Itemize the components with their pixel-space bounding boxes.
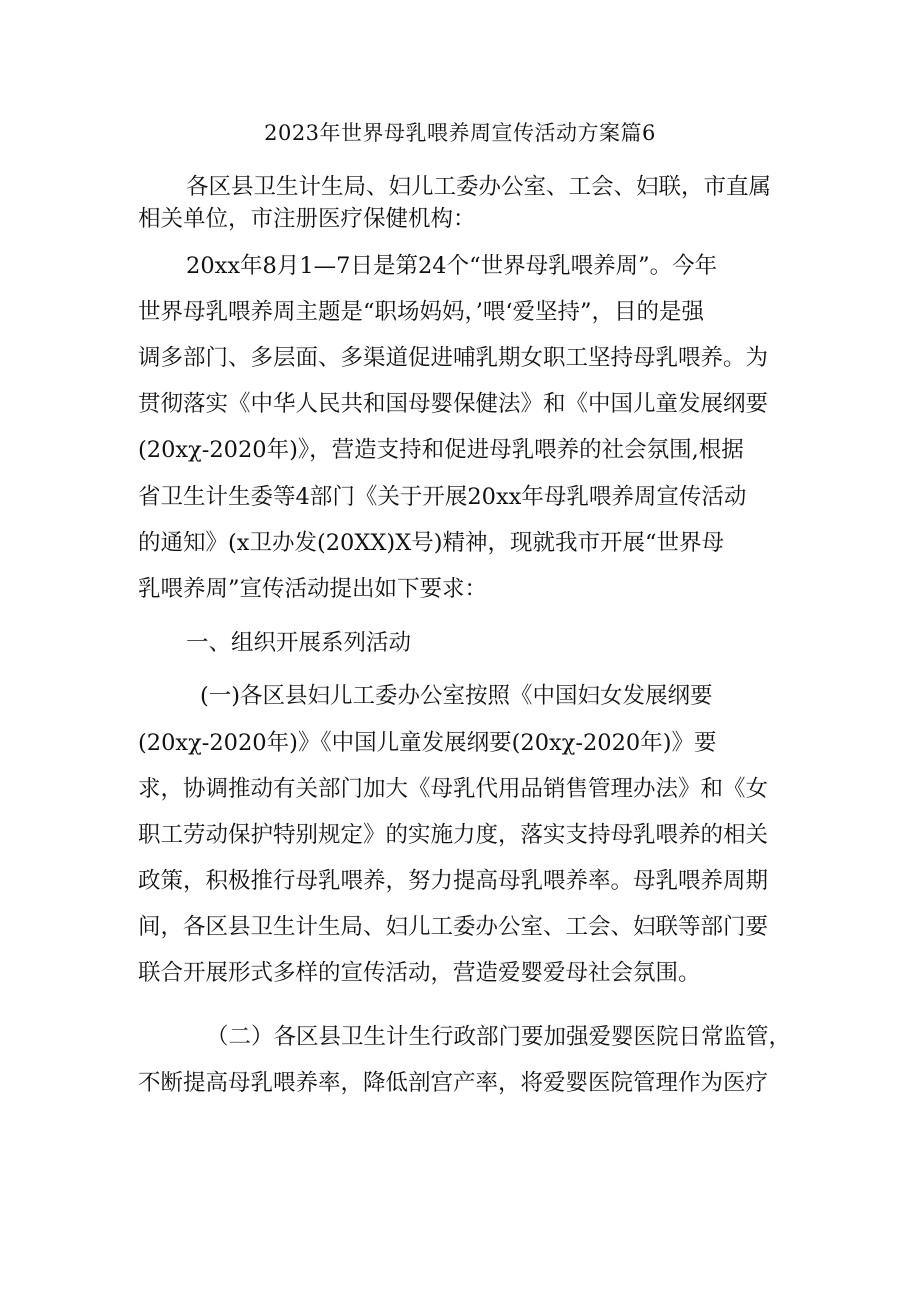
paragraph-line: 世界母乳喂养周主题是“职场妈妈，’喂‘爱坚持”，目的是强 — [138, 299, 705, 325]
paragraph-line: (20xχ-2020年)》《中国儿童发展纲要(20xχ-2020年)》要 — [138, 730, 717, 756]
paragraph-line: 省卫生计生委等4部门《关于开展20xx年母乳喂养周宣传活动 — [138, 484, 747, 510]
paragraph-line: 乳喂养周”宣传活动提出如下要求： — [138, 576, 488, 602]
paragraph-line: 贯彻落实《中华人民共和国母婴保健法》和《中国儿童发展纲要 — [138, 391, 769, 417]
section-heading: 一、组织开展系列活动 — [186, 630, 412, 656]
paragraph-line: 调多部门、多层面、多渠道促进哺乳期女职工坚持母乳喂养。为 — [138, 345, 769, 371]
paragraph-line: 联合开展形式多样的宣传活动，营造爱婴爱母社会氛围。 — [138, 960, 701, 986]
paragraph-line: 求，协调推动有关部门加大《母乳代用品销售管理办法》和《女 — [138, 776, 769, 802]
paragraph-line: 20xx年8月1—7日是第24个“世界母乳喂养周”。今年 — [186, 253, 718, 279]
paragraph-line: 相关单位，市注册医疗保健机构： — [138, 206, 476, 232]
paragraph-line: 间，各区县卫生计生局、妇儿工委办公室、工会、妇联等部门要 — [138, 914, 769, 940]
paragraph-line: 的通知》(x卫办发(20XX)X号)精神，现就我市开展“世界母 — [138, 530, 724, 556]
paragraph-line: (20xχ-2020年)》，营造支持和促进母乳喂养的社会氛围,根据 — [138, 437, 744, 463]
paragraph-line: （二）各区县卫生计生行政部门要加强爱婴医院日常监管， — [206, 1024, 792, 1050]
document-title: 2023年世界母乳喂养周宣传活动方案篇6 — [264, 121, 656, 145]
paragraph-line: 不断提高母乳喂养率，降低剖宫产率，将爱婴医院管理作为医疗 — [138, 1070, 769, 1096]
paragraph-line: (一)各区县妇儿工委办公室按照《中国妇女发展纲要 — [200, 683, 713, 709]
paragraph-line: 政策，积极推行母乳喂养，努力提高母乳喂养率。母乳喂养周期 — [138, 868, 769, 894]
paragraph-line: 职工劳动保护特别规定》的实施力度，落实支持母乳喂养的相关 — [138, 822, 769, 848]
paragraph-line: 各区县卫生计生局、妇儿工委办公室、工会、妇联，市直属 — [186, 174, 772, 200]
